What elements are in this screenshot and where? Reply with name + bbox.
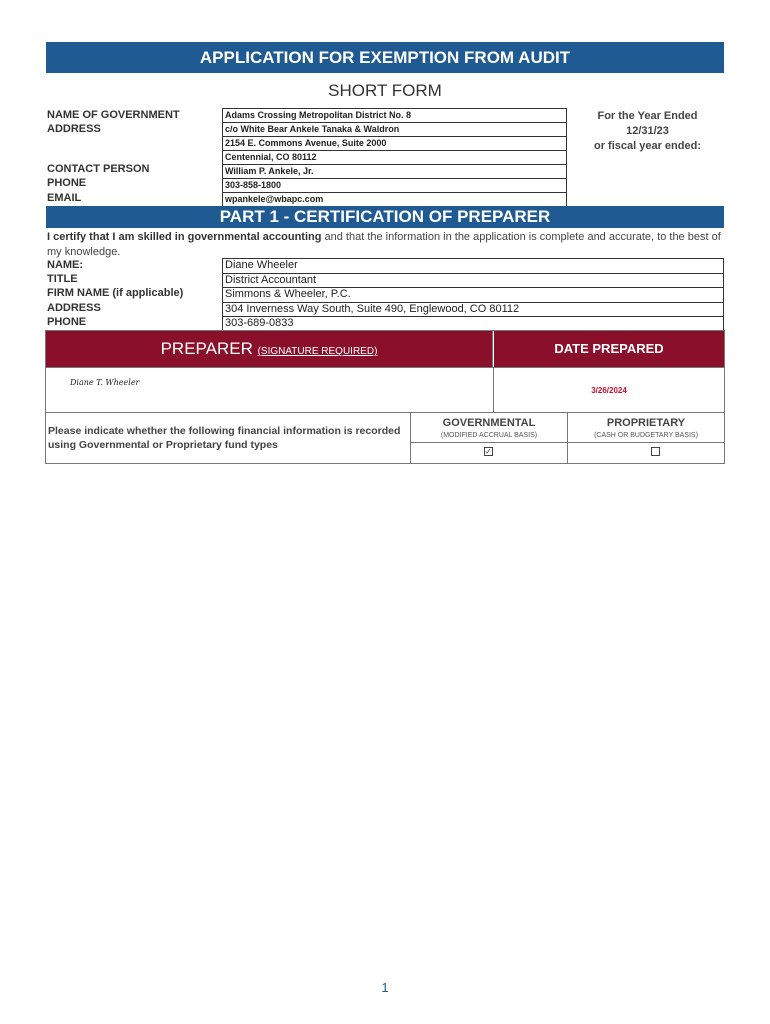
preparer-info-fields	[222, 258, 724, 331]
preparer-address-field[interactable]: 304 Inverness Way South, Suite 490, Englewood, CO 80112	[222, 302, 724, 317]
preparer-phone-field[interactable]: 303-689-0833	[222, 316, 724, 331]
government-name-label: NAME OF GOVERNMENT	[47, 109, 180, 121]
preparer-signature[interactable]: Diane T. Wheeler	[70, 378, 140, 387]
year-ended-label: For the Year Ended	[597, 110, 698, 122]
email-label: EMAIL	[47, 192, 82, 204]
preparer-phone-label: PHONE	[47, 316, 87, 328]
fund-header-divider	[410, 442, 724, 443]
phone-field[interactable]: 303-858-1800	[222, 178, 567, 192]
fiscal-year-label: or fiscal year ended:	[594, 140, 701, 152]
contact-person-label: CONTACT PERSON	[47, 163, 150, 175]
firm-name-label: FIRM NAME (if applicable)	[47, 287, 184, 299]
address-line-3-field[interactable]: Centennial, CO 80112	[222, 150, 567, 164]
fund-type-question: Please indicate whether the following financial information is recorded using Governmental or Proprietary fund types	[48, 425, 401, 451]
certification-rest: and that the information in the application is complete and accurate, to the best of my knowledge.	[47, 231, 721, 258]
preparer-title-field[interactable]: District Accountant	[222, 273, 724, 288]
contact-person-field[interactable]: William P. Ankele, Jr.	[222, 164, 567, 178]
certification-bold: I certify that I am skilled in governmental accounting	[47, 231, 322, 243]
proprietary-header: PROPRIETARY	[606, 417, 686, 429]
governmental-basis: (MODIFIED ACCRUAL BASIS)	[440, 432, 538, 439]
signature-required-label: (SIGNATURE REQUIRED)	[257, 346, 378, 357]
preparer-label: PREPARER	[160, 339, 253, 358]
date-prepared-header: DATE PREPARED	[494, 331, 724, 367]
preparer-signature-header	[46, 331, 493, 367]
form-subtitle: SHORT FORM	[328, 81, 442, 100]
government-info-fields	[222, 108, 567, 207]
preparer-name-label: NAME:	[47, 259, 84, 271]
page-number: 1	[381, 980, 389, 995]
year-ended-value: 12/31/23	[626, 125, 669, 137]
fiscal-year-block	[580, 109, 715, 154]
preparer-name-field[interactable]: Diane Wheeler	[222, 258, 724, 273]
email-field[interactable]: wpankele@wbapc.com	[222, 192, 567, 207]
government-address-label: ADDRESS	[47, 123, 101, 135]
proprietary-basis: (CASH OR BUDGETARY BASIS)	[594, 432, 698, 439]
form-title: APPLICATION FOR EXEMPTION FROM AUDIT	[46, 42, 724, 73]
part1-title: PART 1 - CERTIFICATION OF PREPARER	[46, 206, 724, 228]
governmental-checkbox[interactable]: ✓	[485, 447, 492, 456]
signature-table	[45, 330, 725, 464]
date-prepared-value[interactable]: 3/26/2024	[591, 386, 627, 395]
address-line-1-field[interactable]: c/o White Bear Ankele Tanaka & Waldron	[222, 122, 567, 136]
firm-name-field[interactable]: Simmons & Wheeler, P.C.	[222, 287, 724, 302]
certification-statement	[47, 230, 722, 260]
phone-label: PHONE	[47, 177, 87, 189]
government-name-field[interactable]: Adams Crossing Metropolitan District No. 8	[222, 108, 567, 122]
proprietary-checkbox[interactable]	[651, 447, 660, 456]
signature-row	[46, 367, 724, 413]
preparer-title-label: TITLE	[47, 273, 78, 285]
governmental-header: GOVERNMENTAL	[442, 417, 536, 429]
address-line-2-field[interactable]: 2154 E. Commons Avenue, Suite 2000	[222, 136, 567, 150]
preparer-address-label: ADDRESS	[47, 302, 101, 314]
